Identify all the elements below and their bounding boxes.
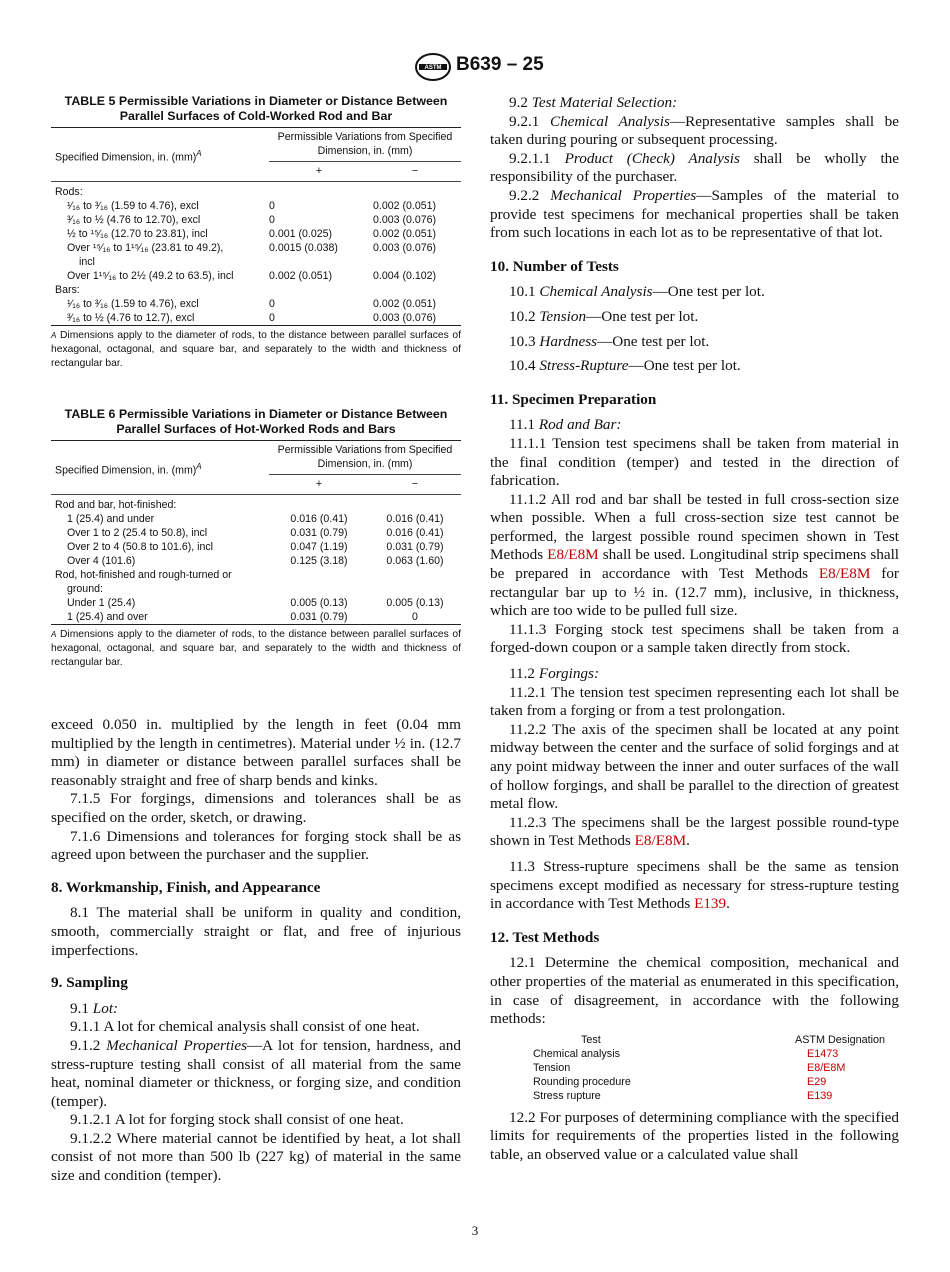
table6-row xyxy=(51,512,461,526)
paragraph-11-1-2: 11.1.2 All rod and bar shall be tested in full cross-section size when possible. When a full cross-section size test cannot be performed, the largest possible round specimen shown in Test Methods E8/E8M shall be used. Longitudinal strip specimens shall be prepared in accordance with Test Methods E8/E8M for rectangular bar up to ½ in. (12.7 mm), inclusive, in thickness, which are too wide to be pulled full size. xyxy=(490,490,900,620)
methods-cell-test: Stress rupture xyxy=(533,1089,601,1102)
table5-cell-dimension: ³⁄₁₆ to ½ (4.76 to 12.7), excl xyxy=(67,312,195,324)
table6-cell-plus xyxy=(269,498,369,512)
table6-body xyxy=(51,498,461,625)
table6-row xyxy=(51,568,461,596)
table5-row xyxy=(51,213,461,227)
left-body-text xyxy=(51,716,461,1186)
methods-body xyxy=(533,1047,885,1103)
table5-cell-minus: 0.003 (0.076) xyxy=(373,214,437,226)
table6-cell-dimension: Over 2 to 4 (50.8 to 101.6), incl xyxy=(67,541,214,553)
table6-cell-dimension: Under 1 (25.4) xyxy=(67,597,136,609)
paragraph-11-2-3: 11.2.3 The specimens shall be the largest possible round-type shown in Test Methods E8/E8M. xyxy=(490,813,899,850)
table6-cell-plus: 0.016 (0.41) xyxy=(290,513,348,525)
table6-row xyxy=(51,596,461,610)
methods-row xyxy=(533,1047,885,1061)
table5-cell-minus xyxy=(369,283,461,297)
table5-row xyxy=(51,283,461,297)
table5-cell-plus: 0 xyxy=(269,312,275,324)
table6-cell-plus: 0.005 (0.13) xyxy=(290,597,348,609)
methods-cell-astm-link[interactable]: E1473 xyxy=(807,1047,839,1060)
methods-cell-astm-link[interactable]: E29 xyxy=(807,1075,827,1088)
table6-row xyxy=(51,526,461,540)
table6-row xyxy=(51,554,461,568)
reference-link-e139[interactable]: E139 xyxy=(694,895,727,913)
paragraph-7-1-4-continued: exceed 0.050 in. multiplied by the length in feet (0.04 mm multiplied by the length in centimetres). Material under ½ in. (12.7 mm) in diameter or distance between parallel surfaces shall be reasonably straight and free of sharp bends and kinks. xyxy=(51,716,461,789)
left-column xyxy=(51,94,461,1186)
paragraph-11-2-2: 11.2.2 The axis of the specimen shall be located at any point midway between the center and the surface of solid forgings and at any point midway between the inner and outer surfaces of the wall of hollow forgings, and shall be parallel to the direction of greatest metal flow. xyxy=(490,720,899,813)
table5-cell-plus: 0.001 (0.025) xyxy=(269,228,333,240)
paragraph-9-1-2-1: 9.1.2.1 A lot for forging stock shall consist of one heat. xyxy=(70,1111,404,1129)
test-methods-table xyxy=(533,1033,885,1103)
table6-cell-dimension: 1 (25.4) and under xyxy=(67,513,155,525)
paragraph-10-4: 10.4 Stress-Rupture—One test per lot. xyxy=(509,357,741,375)
table5-cell-plus: 0 xyxy=(269,214,275,226)
table5-footnote: $^A$ Dimensions apply to the diameter of rods, to the distance between parallel surfaces of hexagonal, octagonal, and square bar, and separately to the width and thickness of rectangular bar. xyxy=(51,330,461,369)
paragraph-9-1: 9.1 Lot: xyxy=(70,999,119,1017)
paragraph-9-2-1: 9.2.1 Chemical Analysis—Representative samples shall be taken during pouring or subsequent processing. xyxy=(490,112,899,149)
paragraph-9-2-2: 9.2.2 Mechanical Properties—Samples of the material to provide test specimens for mechanical properties shall be taken from such locations in each lot as to be representative of that lot. xyxy=(490,186,899,242)
table6-cell-dimension: 1 (25.4) and over xyxy=(67,611,148,623)
table5-cell-dimension: Bars: xyxy=(55,284,80,296)
table5-cell-dimension: ¹⁄₁₆ to ³⁄₁₆ (1.59 to 4.76), excl xyxy=(67,298,199,310)
table5-cell-plus xyxy=(269,283,369,297)
table5-cell-minus xyxy=(369,185,461,199)
page-header xyxy=(0,52,950,82)
table5-cell-plus xyxy=(269,185,369,199)
table5-cell-minus: 0.004 (0.102) xyxy=(373,270,437,282)
table6-cell-minus xyxy=(369,498,461,512)
table5-row xyxy=(51,297,461,311)
table5-cell-dimension: ¹⁄₁₆ to ³⁄₁₆ (1.59 to 4.76), excl xyxy=(67,200,199,212)
table6-row xyxy=(51,498,461,512)
paragraph-10-1: 10.1 Chemical Analysis—One test per lot. xyxy=(509,283,765,301)
table6-header-variations: Permissible Variations from Specified Dimension, in. (mm) xyxy=(277,444,453,470)
table5-header-plus: + xyxy=(315,165,323,177)
logo-text: ASTM xyxy=(424,65,442,71)
table5-cell-minus: 0.003 (0.076) xyxy=(373,242,437,254)
table6-cell-minus: 0.031 (0.79) xyxy=(386,541,444,553)
paragraph-10-2: 10.2 Tension—One test per lot. xyxy=(509,307,699,325)
table5-cell-dimension: ³⁄₁₆ to ½ (4.76 to 12.70), excl xyxy=(67,214,201,226)
table6-row xyxy=(51,540,461,554)
astm-logo-icon xyxy=(414,52,452,82)
table6-cell-dimension: Over 4 (101.6) xyxy=(67,555,136,567)
table5-row xyxy=(51,227,461,241)
table6-cell-plus: 0.125 (3.18) xyxy=(290,555,348,567)
table6-caption: TABLE 6 Permissible Variations in Diameter or Distance Between Parallel Surfaces of Hot-Worked Rods and Bars xyxy=(64,407,448,436)
table5-row xyxy=(51,199,461,213)
table6-cell-minus: 0.016 (0.41) xyxy=(386,527,444,539)
table5-body xyxy=(51,185,461,326)
methods-row xyxy=(533,1089,885,1103)
paragraph-11-1: 11.1 Rod and Bar: xyxy=(509,416,622,434)
table6-cell-dimension: Rod and bar, hot-finished: xyxy=(55,499,177,511)
table5-cell-minus: 0.002 (0.051) xyxy=(373,228,437,240)
paragraph-10-3: 10.3 Hardness—One test per lot. xyxy=(509,332,710,350)
section-9-heading: 9. Sampling xyxy=(51,974,128,992)
table6-cell-minus: 0.016 (0.41) xyxy=(386,513,444,525)
table6 xyxy=(51,440,461,627)
table5-header-variations: Permissible Variations from Specified Dimension, in. (mm) xyxy=(277,131,453,157)
page-number: 3 xyxy=(471,1223,479,1238)
methods-header-astm: ASTM Designation xyxy=(795,1033,886,1046)
document-designation: B639 – 25 xyxy=(456,54,544,75)
right-column xyxy=(490,94,899,1165)
table6-cell-minus: 0.005 (0.13) xyxy=(386,597,444,609)
table5-row xyxy=(51,311,461,326)
table6-header-plus: + xyxy=(315,478,323,490)
table5-cell-minus: 0.002 (0.051) xyxy=(373,298,437,310)
section-10-heading: 10. Number of Tests xyxy=(490,257,619,275)
table6-cell-plus: 0.047 (1.19) xyxy=(290,541,348,553)
paragraph-9-2: 9.2 Test Material Selection: xyxy=(509,94,678,111)
paragraph-9-1-1: 9.1.1 A lot for chemical analysis shall consist of one heat. xyxy=(70,1018,420,1036)
table5-cell-plus: 0.0015 (0.038) xyxy=(269,242,338,254)
table5-cell-plus: 0 xyxy=(269,200,275,212)
methods-cell-test: Tension xyxy=(533,1061,571,1074)
table5-cell-plus: 0.002 (0.051) xyxy=(269,270,333,282)
table5-cell-dimension: Rods: xyxy=(55,186,83,198)
table6-cell-dimension: Rod, hot-finished and rough-turned or ground: xyxy=(55,569,232,595)
paragraph-12-2: 12.2 For purposes of determining compliance with the specified limits for requirements of the properties listed in the following table, an observed value or a calculated value shall xyxy=(490,1108,899,1163)
section-12-heading: 12. Test Methods xyxy=(490,928,600,946)
table6-cell-minus: 0 xyxy=(412,611,418,623)
table6-footnote: $^A$ Dimensions apply to the diameter of rods, to the distance between parallel surfaces of hexagonal, octagonal, and square bar, and separately to the width and thickness of rectangular bar. xyxy=(51,629,461,668)
reference-link-e8[interactable]: E8/E8M xyxy=(634,832,687,850)
paragraph-11-2-1: 11.2.1 The tension test specimen representing each lot shall be taken from a forging or from a test prolongation. xyxy=(490,683,899,720)
paragraph-11-3: 11.3 Stress-rupture specimens shall be the same as tension specimens except modified as necessary for stress-rupture testing in accordance with Test Methods E139. xyxy=(490,857,899,913)
paragraph-7-1-6: 7.1.6 Dimensions and tolerances for forging stock shall be as agreed upon between the purchaser and the supplier. xyxy=(51,827,461,864)
paragraph-7-1-5: 7.1.5 For forgings, dimensions and tolerances shall be as specified on the order, sketch, or drawing. xyxy=(51,790,461,826)
methods-cell-test: Chemical analysis xyxy=(533,1047,621,1060)
methods-row xyxy=(533,1075,885,1089)
table5-cell-dimension: Over ¹⁵⁄₁₆ to 1¹⁵⁄₁₆ (23.81 to 49.2), incl xyxy=(67,242,224,268)
paragraph-9-1-2: 9.1.2 Mechanical Properties—A lot for tension, hardness, and stress-rupture testing shall consist of all material from the same heat, nominal diameter or thickness, or forging size, and condition (temper). xyxy=(51,1036,461,1110)
reference-link-e8[interactable]: E8/E8M xyxy=(547,546,599,564)
table6-cell-dimension: Over 1 to 2 (25.4 to 50.8), incl xyxy=(67,527,208,539)
table5-cell-minus: 0.003 (0.076) xyxy=(373,312,437,324)
paragraph-9-1-2-2: 9.1.2.2 Where material cannot be identified by heat, a lot shall consist of not more than 500 lb (227 kg) of material in the same size and condition (temper). xyxy=(51,1129,461,1185)
table5-cell-dimension: Over 1¹⁵⁄₁₆ to 2½ (49.2 to 63.5), incl xyxy=(67,270,234,282)
paragraph-11-2: 11.2 Forgings: xyxy=(509,665,599,683)
paragraph-8-1: 8.1 The material shall be uniform in quality and condition, smooth, commercially straight or flat, and free of injurious imperfections. xyxy=(51,904,461,959)
table5-row xyxy=(51,269,461,283)
table5-cell-dimension: ½ to ¹⁵⁄₁₆ (12.70 to 23.81), incl xyxy=(67,228,208,240)
table6-cell-minus: 0.063 (1.60) xyxy=(386,555,444,567)
table6-cell-plus xyxy=(269,568,369,596)
table5-header-minus: − xyxy=(411,165,419,177)
table5-header-dimension: Specified Dimension, in. (mm)$^A$ xyxy=(55,148,202,164)
table5-caption: TABLE 5 Permissible Variations in Diameter or Distance Between Parallel Surfaces of Cold-Worked Rod and Bar xyxy=(64,94,448,123)
table6-cell-minus xyxy=(369,568,461,596)
methods-row xyxy=(533,1061,885,1075)
paragraph-12-1: 12.1 Determine the chemical composition, mechanical and other properties of the material as enumerated in this specification, in case of disagreement, in accordance with the following methods: xyxy=(490,954,899,1028)
table5 xyxy=(51,127,461,328)
table6-header-dimension: Specified Dimension, in. (mm)$^A$ xyxy=(55,461,202,477)
table5-cell-minus: 0.002 (0.051) xyxy=(373,200,437,212)
methods-cell-test: Rounding procedure xyxy=(533,1075,631,1088)
table6-header-minus: − xyxy=(411,478,419,490)
reference-link-e8[interactable]: E8/E8M xyxy=(818,565,871,583)
table6-row xyxy=(51,610,461,625)
methods-cell-astm-link[interactable]: E8/E8M xyxy=(807,1061,846,1074)
section-8-heading: 8. Workmanship, Finish, and Appearance xyxy=(51,878,321,896)
methods-cell-astm-link[interactable]: E139 xyxy=(807,1089,833,1102)
section-11-heading: 11. Specimen Preparation xyxy=(490,390,657,408)
table5-row xyxy=(51,241,461,269)
paragraph-11-1-3: 11.1.3 Forging stock test specimens shall be taken from a forged-down coupon or a sample taken directly from stock. xyxy=(490,620,899,657)
table6-cell-plus: 0.031 (0.79) xyxy=(290,611,348,623)
table5-cell-plus: 0 xyxy=(269,298,275,310)
table5-row xyxy=(51,185,461,199)
methods-header-test: Test xyxy=(581,1033,601,1046)
table6-cell-plus: 0.031 (0.79) xyxy=(290,527,348,539)
paragraph-11-1-1: 11.1.1 Tension test specimens shall be taken from material in the final condition (temper) and tested in the direction of fabrication. xyxy=(490,434,899,490)
paragraph-9-2-1-1: 9.2.1.1 Product (Check) Analysis shall be wholly the responsibility of the purchaser. xyxy=(490,149,900,186)
